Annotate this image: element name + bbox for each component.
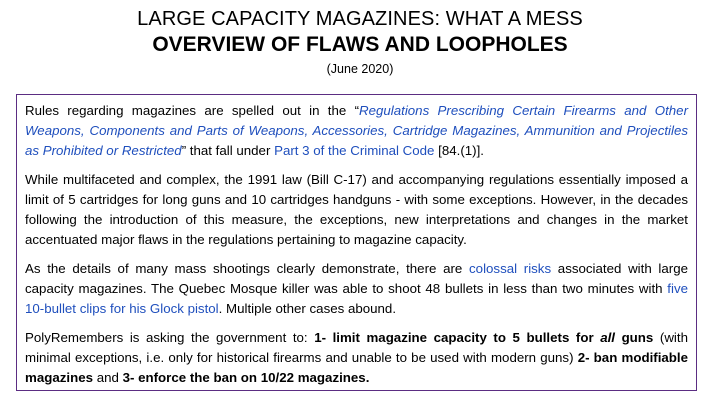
date-line: (June 2020) bbox=[326, 62, 394, 76]
title-line-1: LARGE CAPACITY MAGAZINES: WHAT A MESS bbox=[137, 8, 583, 30]
p4-text-3: and bbox=[93, 370, 123, 385]
p3-text-2: associated with large capacity magazines. The Quebec Mosque killer was able to shoot 48 bullets in less than two minutes with bbox=[25, 261, 689, 296]
paragraph-demands bbox=[25, 328, 688, 388]
p4-text-1: PolyRemembers is asking the government to: bbox=[25, 330, 315, 345]
regulations-link[interactable]: Regulations Prescribing Certain Firearms and Other Weapons, Components and Parts of Weapons, Accessories, Cartridge Magazines, Ammunition and Projectiles as Prohibited or Restricted bbox=[25, 103, 688, 158]
document-header bbox=[0, 0, 720, 77]
p3-text-1: As the details of many mass shootings clearly demonstrate, there are bbox=[25, 261, 470, 276]
demand-3: 3- enforce the ban on 10/22 magazines. bbox=[122, 370, 370, 385]
p3-text-3: . Multiple other cases abound. bbox=[218, 301, 397, 316]
p1-text-2: ” that fall under bbox=[181, 143, 275, 158]
title-line-2: OVERVIEW OF FLAWS AND LOOPHOLES bbox=[152, 33, 568, 56]
glock-clips-link[interactable]: five 10-bullet clips for his Glock pistol bbox=[25, 281, 688, 316]
paragraph-mass-shootings bbox=[25, 259, 688, 319]
demand-1-part-b: guns bbox=[615, 330, 654, 345]
p1-text-3: [84.(1)]. bbox=[434, 143, 484, 158]
criminal-code-link[interactable]: Part 3 of the Criminal Code bbox=[274, 143, 435, 158]
colossal-risks-link[interactable]: colossal risks bbox=[469, 261, 552, 276]
paragraph-law-history: While multifaceted and complex, the 1991 law (Bill C-17) and accompanying regulations essentially imposed a limit of 5 cartridges for long guns and 10 cartridges handguns - with some exceptions. However, in the decades following the introduction of this measure, the exceptions, new interpretations and changes in the market accentuated major flaws in the regulations pertaining to magazine capacity. bbox=[25, 172, 688, 247]
demand-1-emphasis: all bbox=[600, 330, 615, 345]
content-box bbox=[16, 94, 697, 391]
demand-2: 2- ban modifiable magazines bbox=[25, 350, 688, 385]
p1-text-1: Rules regarding magazines are spelled out in the “ bbox=[25, 103, 359, 118]
paragraph-regulations bbox=[25, 101, 688, 161]
demand-1-part-a: 1- limit magazine capacity to 5 bullets for bbox=[314, 330, 601, 345]
p4-text-2: (with minimal exceptions, i.e. only for historical firearms and unable to be used with modern guns) bbox=[25, 330, 688, 365]
